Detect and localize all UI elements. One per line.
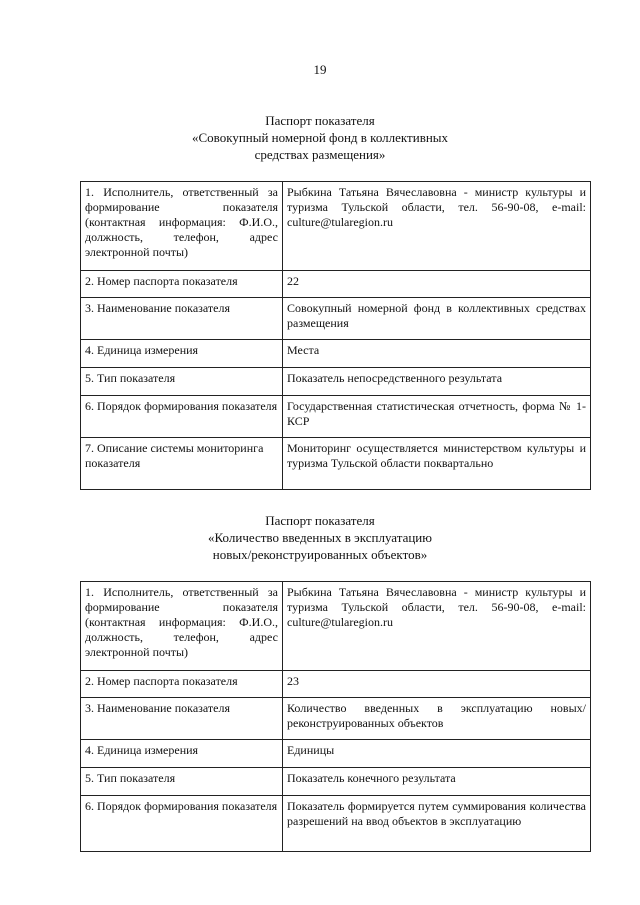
- table-row: [81, 182, 591, 271]
- table-row: [81, 768, 591, 796]
- row-label: 1. Исполнитель, ответственный за формирование показателя (контактная информация: Ф.И.О., должность, телефон, адрес электронной почты): [81, 582, 283, 671]
- row-label: 6. Порядок формирования показателя: [81, 796, 283, 852]
- passport-1-table: [80, 181, 591, 490]
- row-value: Рыбкина Татьяна Вячеславовна - министр культуры и туризма Тульской области, тел. 56-90-08, e-mail: culture@tularegion.ru: [283, 582, 591, 671]
- row-label: 4. Единица измерения: [81, 340, 283, 368]
- row-value: 23: [283, 671, 591, 698]
- row-value: Показатель конечного результата: [283, 768, 591, 796]
- passport-1-title: [0, 112, 640, 163]
- passport-2-title-line2: новых/реконструированных объектов»: [212, 547, 428, 562]
- row-value: Государственная статистическая отчетность, форма № 1-КСР: [283, 396, 591, 438]
- table-row: [81, 740, 591, 768]
- table-row: [81, 582, 591, 671]
- row-label: 5. Тип показателя: [81, 368, 283, 396]
- row-label: 6. Порядок формирования показателя: [81, 396, 283, 438]
- row-value: Мониторинг осуществляется министерством культуры и туризма Тульской области поквартально: [283, 438, 591, 490]
- row-label: 3. Наименование показателя: [81, 698, 283, 740]
- table-row: [81, 698, 591, 740]
- table-row: [81, 396, 591, 438]
- row-value: Совокупный номерной фонд в коллективных средствах размещения: [283, 298, 591, 340]
- row-label: 3. Наименование показателя: [81, 298, 283, 340]
- page-number: 19: [313, 62, 327, 77]
- table-row: [81, 671, 591, 698]
- table-row: [81, 796, 591, 852]
- row-label: 1. Исполнитель, ответственный за формирование показателя (контактная информация: Ф.И.О., должность, телефон, адрес электронной почты): [81, 182, 283, 271]
- row-value: Места: [283, 340, 591, 368]
- row-value: Количество введенных в эксплуатацию новых/реконструированных объектов: [283, 698, 591, 740]
- table-row: [81, 271, 591, 298]
- passport-1-title-line2: средствах размещения»: [254, 147, 386, 162]
- row-value: Показатель непосредственного результата: [283, 368, 591, 396]
- row-label: 2. Номер паспорта показателя: [81, 671, 283, 698]
- row-label: 7. Описание системы мониторинга показателя: [81, 438, 283, 490]
- row-value: Единицы: [283, 740, 591, 768]
- passport-1-title-line1: «Совокупный номерной фонд в коллективных: [191, 130, 449, 145]
- row-value: 22: [283, 271, 591, 298]
- row-value: Рыбкина Татьяна Вячеславовна - министр культуры и туризма Тульской области, тел. 56-90-08, e-mail: culture@tularegion.ru: [283, 182, 591, 271]
- table-row: [81, 340, 591, 368]
- table-row: [81, 368, 591, 396]
- row-value: Показатель формируется путем суммирования количества разрешений на ввод объектов в эксплуатацию: [283, 796, 591, 852]
- passport-2-heading: Паспорт показателя: [265, 513, 375, 528]
- table-row: [81, 298, 591, 340]
- row-label: 2. Номер паспорта показателя: [81, 271, 283, 298]
- passport-2-title-line1: «Количество введенных в эксплуатацию: [208, 530, 432, 545]
- table-row: [81, 438, 591, 490]
- passport-2-title: [0, 512, 640, 563]
- passport-2-table: [80, 581, 591, 852]
- passport-1-heading: Паспорт показателя: [265, 113, 375, 128]
- row-label: 4. Единица измерения: [81, 740, 283, 768]
- row-label: 5. Тип показателя: [81, 768, 283, 796]
